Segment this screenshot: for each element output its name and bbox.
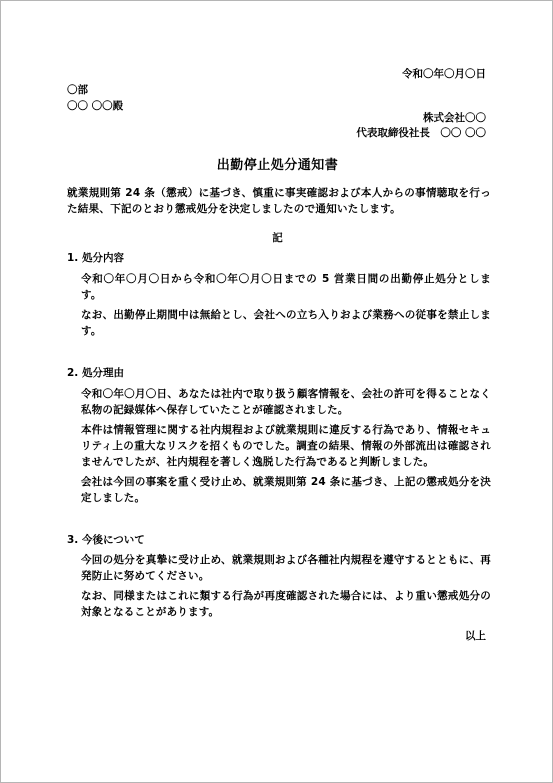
section-paragraph: なお、出勤停止期間中は無給とし、会社への立ち入りおよび業務への従事を禁止します。 (81, 309, 491, 337)
section-paragraph: なお、同様またはこれに類する行為が再度確認された場合には、より重い懲戒処分の対象となることがあります。 (81, 590, 491, 618)
section-heading: 2. 処分理由 (67, 367, 124, 379)
ki-marker: 記 (272, 232, 283, 244)
section-paragraph: 令和〇年〇月〇日から令和〇年〇月〇日までの 5 営業日間の出勤停止処分とします。 (81, 273, 491, 301)
section-paragraph: 令和〇年〇月〇日、あなたは社内で取り扱う顧客情報を、会社の許可を得ることなく私物の記録媒体へ保存していたことが確認されました。 (81, 388, 491, 416)
section-paragraph: 本件は情報管理に関する社内規程および就業規則に違反する行為であり、情報セキュリティ上の重大なリスクを招くものでした。調査の結果、情報の外部流出は確認されませんでしたが、社内規程を著しく逸脱した行為であると判断しました。 (81, 424, 491, 468)
intro-paragraph: 就業規則第 24 条（懲戒）に基づき、慎重に事実確認および本人からの事情聴取を行った結果、下記のとおり懲戒処分を決定しましたので通知いたします。 (67, 187, 491, 215)
issue-date: 令和〇年〇月〇日 (402, 68, 486, 80)
section-heading: 3. 今後について (67, 534, 145, 546)
recipient-department: 〇部 (67, 84, 88, 96)
section-heading: 1. 処分内容 (67, 252, 124, 264)
closing-mark: 以上 (465, 630, 486, 642)
sender-company: 株式会社〇〇 (423, 112, 486, 124)
recipient-name: 〇〇 〇〇殿 (67, 100, 124, 112)
section-paragraph: 会社は今回の事案を重く受け止め、就業規則第 24 条に基づき、上記の懲戒処分を決定しました。 (81, 476, 491, 504)
sender-representative: 代表取締役社長 〇〇 〇〇 (356, 127, 486, 139)
section-paragraph: 今回の処分を真摯に受け止め、就業規則および各種社内規程を遵守するとともに、再発防止に努めてください。 (81, 554, 491, 582)
document-title: 出勤停止処分通知書 (216, 158, 339, 173)
